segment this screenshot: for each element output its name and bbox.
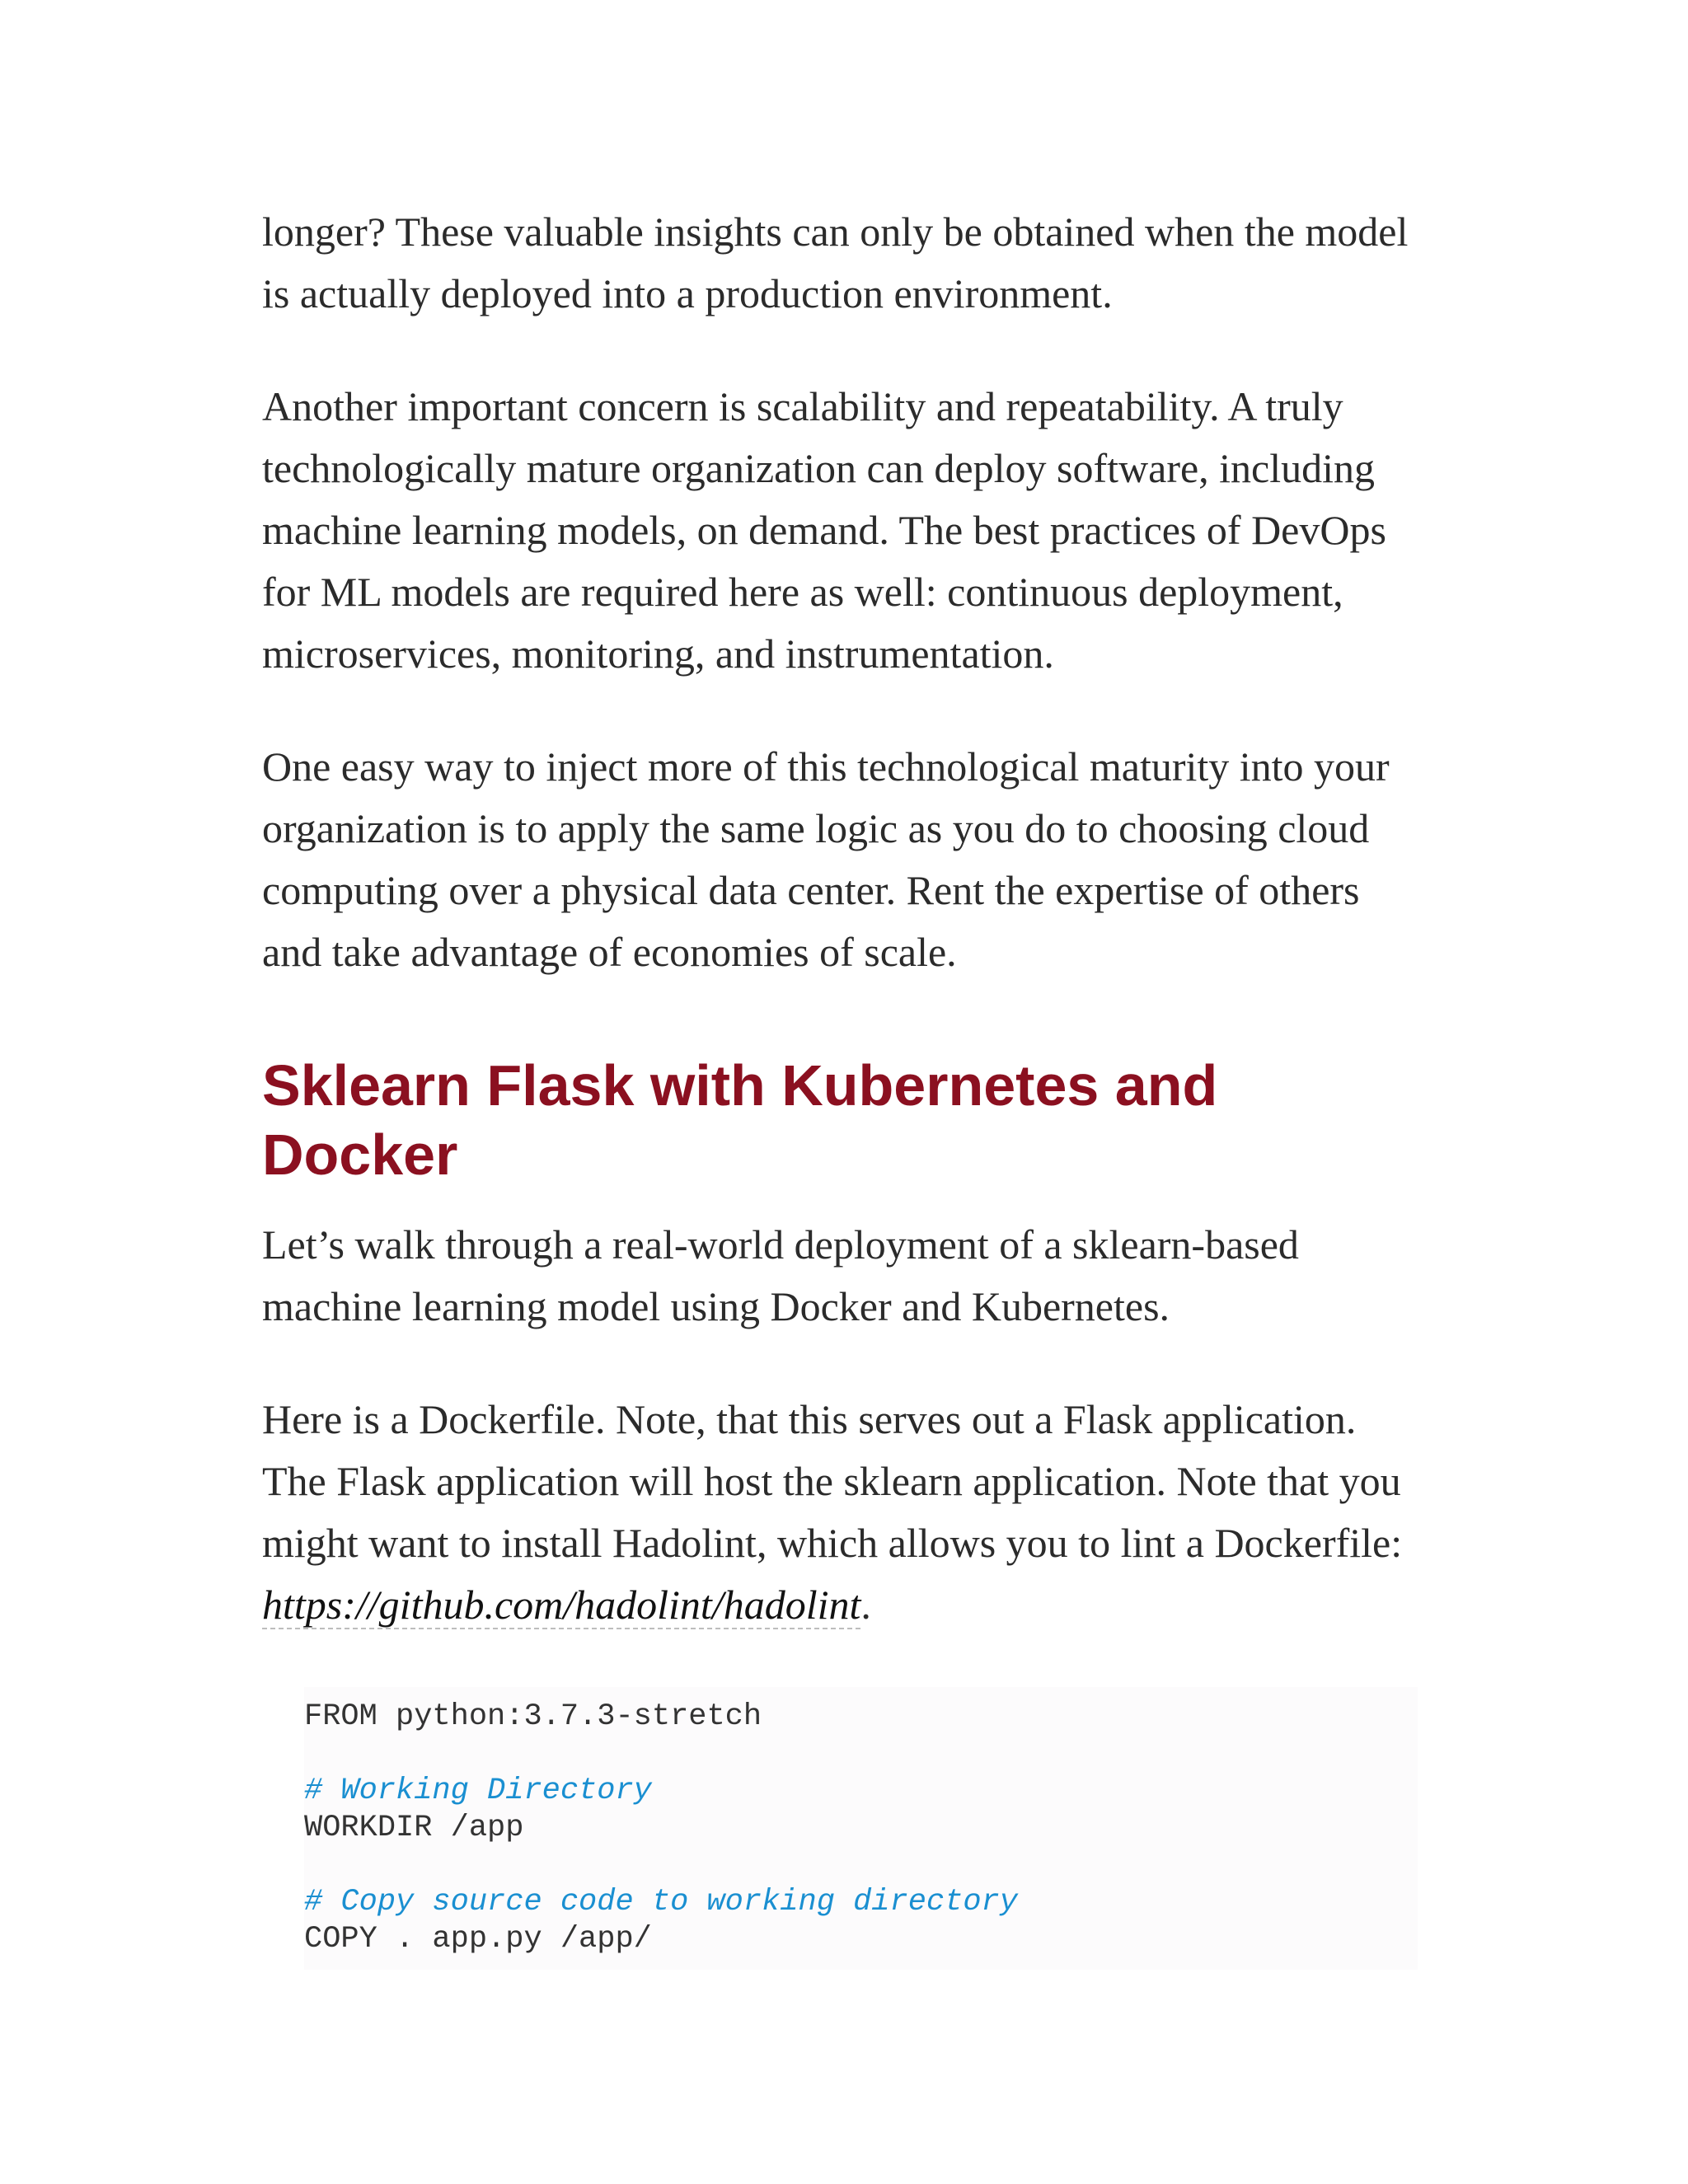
paragraph-scalability: Another important concern is scalability and repeatability. A truly technologically mature organization can deploy software, including machine learning models, on demand. The best practices of DevOps for ML models are required here as well: continuous deployment, microservices, monitoring, and instrumentation. — [262, 383, 1386, 677]
code-line: FROM python:3.7.3-stretch — [304, 1699, 762, 1734]
code-block — [304, 1687, 1418, 1970]
section-heading: Sklearn Flask with Kubernetes and Docker — [262, 1053, 1218, 1187]
paragraph-insights: longer? These valuable insights can only be obtained when the model is actually deployed into a production environment. — [262, 209, 1409, 316]
paragraph-maturity: One easy way to inject more of this technological maturity into your organization is to apply the same logic as you do to choosing cloud computing over a physical data center. Rent the expertise of others and take advantage of economies of scale. — [262, 743, 1390, 975]
code-line: WORKDIR /app — [304, 1811, 524, 1845]
code-line-blank — [304, 1736, 1418, 1773]
code-comment: # Working Directory — [304, 1774, 652, 1808]
code-line-blank — [304, 1847, 1418, 1884]
dockerfile-text: Here is a Dockerfile. Note, that this serves out a Flask application. The Flask application will host the sklearn application. Note that you might want to install Hadolint, which allows you to lint a Dockerfile: — [262, 1396, 1403, 1566]
code-line: COPY . app.py /app/ — [304, 1922, 652, 1957]
paragraph-dockerfile — [262, 1389, 1416, 1636]
article-body — [262, 201, 1416, 1970]
dockerfile-period: . — [860, 1582, 871, 1628]
hadolint-link[interactable]: https://github.com/hadolint/hadolint — [262, 1582, 861, 1628]
paragraph-walkthrough: Let’s walk through a real-world deployment of a sklearn-based machine learning model using Docker and Kubernetes. — [262, 1221, 1299, 1329]
code-comment: # Copy source code to working directory — [304, 1885, 1018, 1919]
